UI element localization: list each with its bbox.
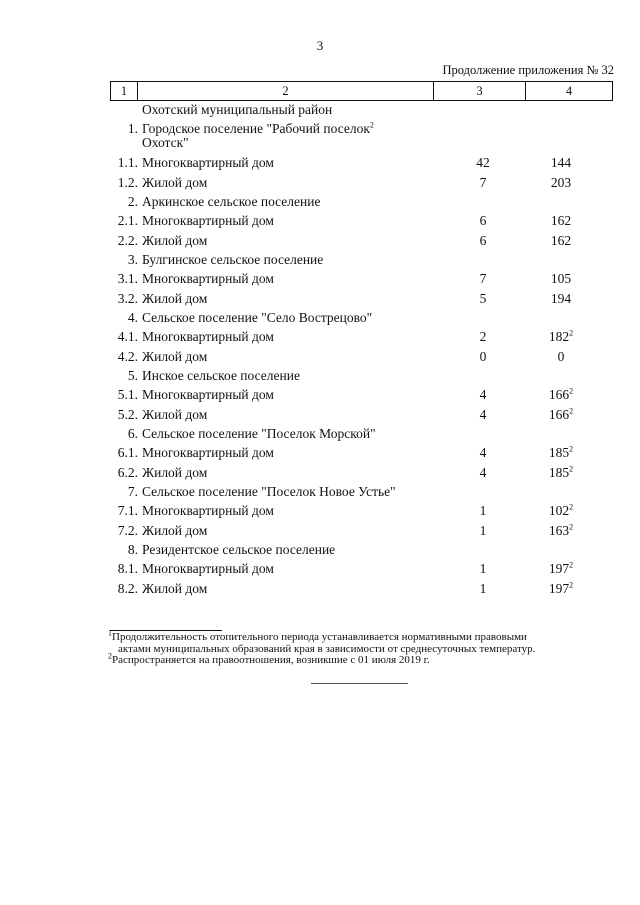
row-name-text: Сельское поселение "Поселок Морской" xyxy=(142,426,376,441)
row-name xyxy=(142,103,457,117)
header-col-3: 3 xyxy=(434,82,526,100)
header-col-2: 2 xyxy=(138,82,434,100)
table-row xyxy=(110,214,613,234)
row-name-text: Сельское поселение "Поселок Новое Устье" xyxy=(142,484,396,499)
row-name xyxy=(142,466,457,480)
row-col4-value: 0 xyxy=(557,348,565,364)
row-name-text: Жилой дом xyxy=(142,580,208,596)
row-number: 1. xyxy=(127,121,138,136)
row-name-text: Многоквартирный дом xyxy=(142,503,274,518)
table-row xyxy=(110,253,613,272)
footnote-2-mark: 2 xyxy=(108,651,112,661)
row-col4-value: 166 xyxy=(548,387,570,402)
row-col4-footnote-mark: 2 xyxy=(569,328,574,338)
table-row xyxy=(110,156,613,176)
row-col4-footnote-mark: 2 xyxy=(569,444,574,454)
row-number: 1.1. xyxy=(117,155,138,170)
row-col4-value: 162 xyxy=(550,232,572,248)
row-col4-value: 144 xyxy=(550,155,572,170)
row-number: 4.2. xyxy=(117,348,138,364)
row-col3-value: 1 xyxy=(479,522,487,538)
row-name-text: Аркинское сельское поселение xyxy=(142,194,321,209)
row-name xyxy=(142,330,457,344)
row-name-text: Резидентское сельское поселение xyxy=(142,542,336,557)
row-name-text: Охотский муниципальный район xyxy=(142,102,333,117)
table-row xyxy=(110,446,613,466)
row-col4-value: 105 xyxy=(550,271,572,286)
row-name xyxy=(142,562,457,576)
row-name-text: Сельское поселение "Село Вострецово" xyxy=(142,310,373,325)
header-col-4: 4 xyxy=(565,83,573,98)
continuation-title: Продолжение приложения № 32 xyxy=(442,63,614,77)
row-col4-cell xyxy=(509,466,613,480)
row-name-footnote-mark: 2 xyxy=(369,120,374,130)
row-number: 7. xyxy=(127,484,138,499)
table-row xyxy=(110,195,613,214)
row-number: 7.1. xyxy=(117,503,138,518)
row-number: 8.2. xyxy=(117,580,138,596)
row-col4-footnote-mark: 2 xyxy=(569,464,574,473)
row-col4-value: 185 xyxy=(548,445,570,460)
table-row xyxy=(110,292,613,312)
row-name xyxy=(142,427,457,441)
row-name-text: Жилой дом xyxy=(142,406,208,422)
row-col4-cell xyxy=(509,234,613,248)
table-row xyxy=(110,103,613,122)
footnote-1 xyxy=(108,628,615,655)
end-divider xyxy=(311,683,408,684)
row-name xyxy=(142,504,457,518)
row-col3-value: 6 xyxy=(479,213,487,228)
table-row xyxy=(110,562,613,582)
row-number: 3. xyxy=(127,252,138,267)
row-col3-value: 5 xyxy=(479,290,487,306)
row-col4-cell xyxy=(509,524,613,538)
row-col4-value: 194 xyxy=(550,290,572,306)
row-col4-footnote-mark: 2 xyxy=(569,522,574,531)
row-name-line2: Охотск" xyxy=(142,135,189,150)
row-name-text: Жилой дом xyxy=(142,290,208,306)
row-name xyxy=(142,272,457,286)
row-number: 5.1. xyxy=(117,387,138,402)
table-row xyxy=(110,582,613,602)
table-row xyxy=(110,176,613,196)
row-col4-cell xyxy=(509,446,613,460)
row-col4-cell xyxy=(509,214,613,228)
row-number: 6. xyxy=(127,426,138,441)
row-number: 2. xyxy=(127,194,138,209)
row-col3-value: 6 xyxy=(479,232,487,248)
row-col4-cell xyxy=(509,504,613,518)
row-col4-cell xyxy=(509,562,613,576)
row-number: 3.2. xyxy=(117,290,138,306)
footnote-1-mark: 1 xyxy=(108,628,112,638)
table-body xyxy=(110,103,613,601)
row-name xyxy=(142,485,457,499)
table-row xyxy=(110,122,613,156)
row-name xyxy=(142,446,457,460)
row-col3-value: 4 xyxy=(479,387,487,402)
table-row xyxy=(110,466,613,486)
table-row xyxy=(110,330,613,350)
table-row xyxy=(110,427,613,446)
header-col-1: 1 xyxy=(111,82,138,100)
table-row xyxy=(110,234,613,254)
row-name-text: Многоквартирный дом xyxy=(142,155,274,170)
row-col4-value: 203 xyxy=(550,174,572,190)
row-col4-value: 102 xyxy=(548,503,570,518)
row-name-text: Многоквартирный дом xyxy=(142,329,274,344)
row-col4-cell xyxy=(509,408,613,422)
row-name xyxy=(142,253,457,267)
row-col4-value: 197 xyxy=(548,561,570,576)
row-name xyxy=(142,292,457,306)
table-row xyxy=(110,350,613,370)
footnotes xyxy=(108,628,615,667)
row-col4-footnote-mark: 2 xyxy=(569,386,574,396)
row-col4-cell xyxy=(509,388,613,402)
row-col4-value: 163 xyxy=(548,522,570,538)
row-number: 1.2. xyxy=(117,174,138,190)
row-col4-cell xyxy=(509,350,613,364)
row-name xyxy=(142,350,457,364)
row-col4-value: 182 xyxy=(548,329,570,344)
table-row xyxy=(110,408,613,428)
row-number: 8. xyxy=(127,542,138,557)
row-col4-cell xyxy=(509,176,613,190)
row-name xyxy=(142,176,457,190)
row-name-text: Жилой дом xyxy=(142,232,208,248)
row-col3-value: 4 xyxy=(479,464,487,480)
row-number: 2.2. xyxy=(117,232,138,248)
table-row xyxy=(110,388,613,408)
row-col3-value: 4 xyxy=(479,445,487,460)
row-col4-value: 162 xyxy=(550,213,572,228)
row-name xyxy=(142,195,457,209)
row-name-text: Инское сельское поселение xyxy=(142,368,300,383)
row-col4-cell xyxy=(509,292,613,306)
row-col3-value: 0 xyxy=(479,348,487,364)
footnote-2-text: Распространяется на правоотношения, возникшие с 01 июля 2019 г. xyxy=(112,654,430,666)
row-col4-footnote-mark: 2 xyxy=(569,502,574,512)
row-col4-cell xyxy=(509,330,613,344)
row-col3-value: 7 xyxy=(479,174,487,190)
row-col3-value: 1 xyxy=(479,561,487,576)
row-col3-value: 2 xyxy=(479,329,487,344)
row-col4-value: 166 xyxy=(548,406,570,422)
row-name xyxy=(142,369,457,383)
row-col3-value: 42 xyxy=(476,155,490,170)
row-name xyxy=(142,582,457,596)
row-name xyxy=(142,408,457,422)
row-number: 2.1. xyxy=(117,213,138,228)
page-number: 3 xyxy=(316,38,324,53)
row-number: 4. xyxy=(127,310,138,325)
footnote-2 xyxy=(108,651,615,667)
row-col3-value: 1 xyxy=(479,503,487,518)
row-name xyxy=(142,524,457,538)
table-row xyxy=(110,543,613,562)
row-name-text: Многоквартирный дом xyxy=(142,387,274,402)
row-name-text: Многоквартирный дом xyxy=(142,561,274,576)
footnote-1-line1: Продолжительность отопительного периода устанавливается нормативными правовыми xyxy=(112,631,527,643)
row-number: 7.2. xyxy=(117,522,138,538)
row-col4-cell xyxy=(509,156,613,170)
row-name xyxy=(142,214,457,228)
row-col4-footnote-mark: 2 xyxy=(569,406,574,415)
footnote-1-line2: актами муниципальных образований края в зависимости от среднесуточных температур. xyxy=(118,642,536,655)
row-col3-value: 1 xyxy=(479,580,487,596)
row-name-text: Жилой дом xyxy=(142,522,208,538)
row-name xyxy=(142,122,457,150)
row-name-text: Многоквартирный дом xyxy=(142,271,274,286)
table-row xyxy=(110,272,613,292)
table-row xyxy=(110,369,613,388)
row-number: 6.2. xyxy=(117,464,138,480)
row-number: 5.2. xyxy=(117,406,138,422)
row-number: 4.1. xyxy=(117,329,138,344)
row-name-text: Жилой дом xyxy=(142,348,208,364)
row-col4-cell xyxy=(509,272,613,286)
row-name xyxy=(142,156,457,170)
row-col4-cell xyxy=(509,582,613,596)
row-name xyxy=(142,234,457,248)
row-name-text: Многоквартирный дом xyxy=(142,213,274,228)
row-name-text: Городское поселение "Рабочий поселок xyxy=(142,121,370,136)
row-number: 6.1. xyxy=(117,445,138,460)
table-row xyxy=(110,485,613,504)
table-header xyxy=(110,81,613,101)
row-number: 3.1. xyxy=(117,271,138,286)
row-name xyxy=(142,311,457,325)
table-row xyxy=(110,311,613,330)
table-row xyxy=(110,504,613,524)
row-col4-value: 185 xyxy=(548,464,570,480)
row-name-text: Многоквартирный дом xyxy=(142,445,274,460)
row-col4-footnote-mark: 2 xyxy=(569,560,574,570)
row-name-text: Жилой дом xyxy=(142,174,208,190)
row-name-text: Булгинское сельское поселение xyxy=(142,252,324,267)
row-name xyxy=(142,388,457,402)
row-number: 5. xyxy=(127,368,138,383)
row-col3-value: 7 xyxy=(479,271,487,286)
table-row xyxy=(110,524,613,544)
row-col3-value: 4 xyxy=(479,406,487,422)
row-number: 8.1. xyxy=(117,561,138,576)
row-name-text: Жилой дом xyxy=(142,464,208,480)
row-col4-footnote-mark: 2 xyxy=(569,580,574,589)
row-col4-value: 197 xyxy=(548,580,570,596)
row-name xyxy=(142,543,457,557)
